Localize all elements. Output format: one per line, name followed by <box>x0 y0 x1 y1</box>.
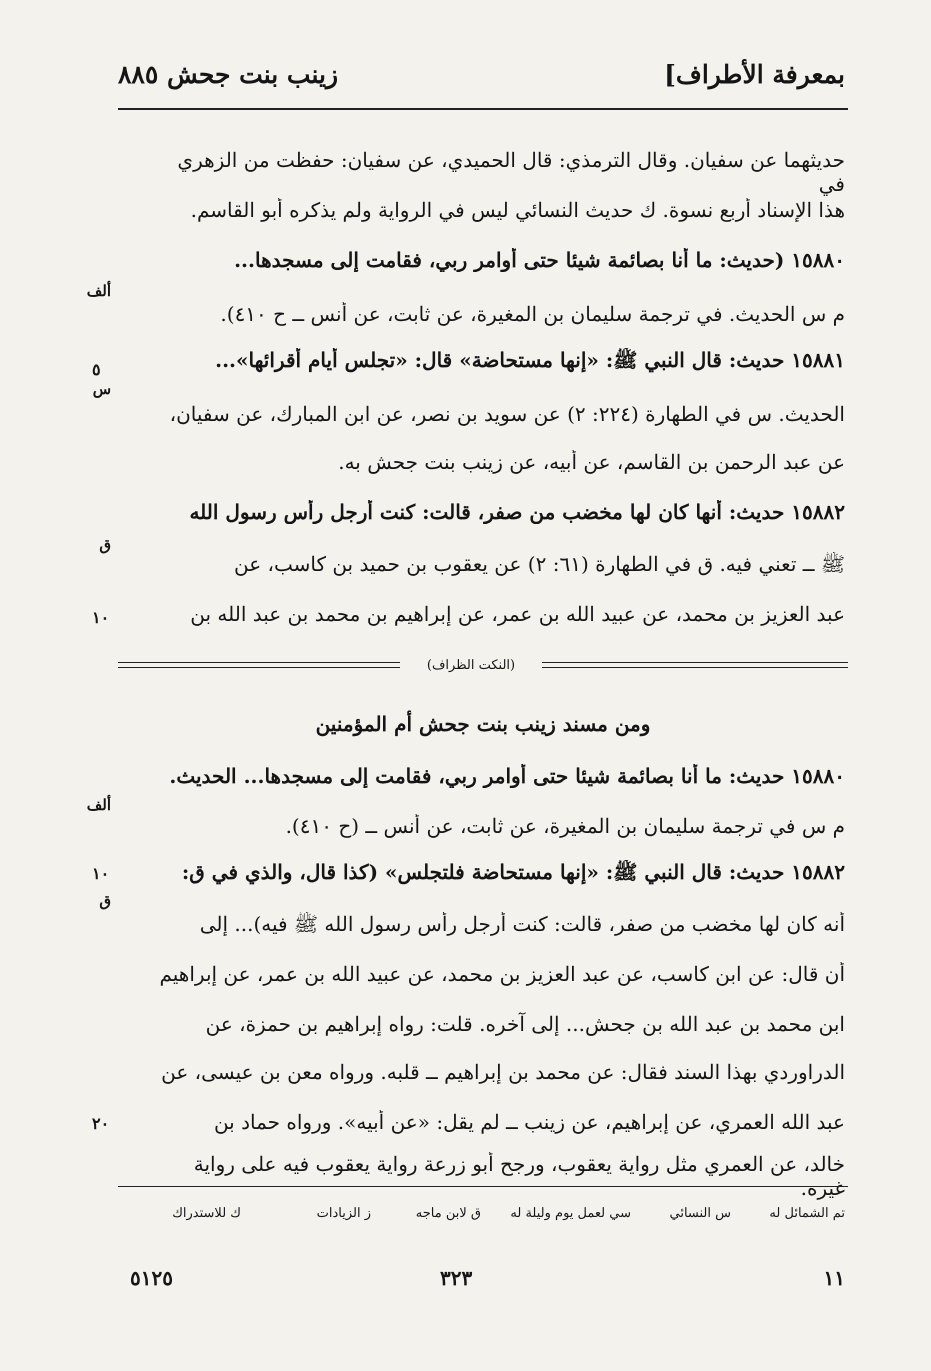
line-number: ٢٠ <box>92 1114 110 1133</box>
legend-item: ز الزيادات <box>316 1206 371 1221</box>
nukat-line: خالد، عن العمري مثل رواية يعقوب، ورجح أبو زرعة رواية يعقوب فيه على رواية غيره. <box>193 1152 845 1200</box>
running-header-title: بمعرفة الأطراف] <box>664 60 845 89</box>
margin-siglum: ألف <box>86 796 111 814</box>
legend-item: س النسائي <box>669 1206 731 1221</box>
legend-item: ك للاستدراك <box>172 1206 241 1221</box>
nukat-line: أن قال: عن ابن كاسب، عن عبد العزيز بن محمد، عن عبيد الله بن عمر، عن إبراهيم <box>159 962 845 986</box>
legend-item: سي لعمل يوم وليلة له <box>510 1206 631 1221</box>
section-title: ومن مسند زينب بنت جحش أم المؤمنين <box>315 712 651 736</box>
serial-number: ٥١٢٥ <box>130 1266 173 1290</box>
nukat-line: ١٥٨٨٠ حديث: ما أنا بصائمة شيئا حتى أوامر ربي، فقامت إلى مسجدها... الحديث. <box>169 764 845 788</box>
volume-number: ١١ <box>823 1266 845 1290</box>
text-line: ﷺ ــ تعني فيه. ق في الطهارة (٦١: ٢) عن يعقوب بن حميد بن كاسب، عن <box>233 552 845 576</box>
text-line: حديثهما عن سفيان. وقال الترمذي: قال الحميدي، عن سفيان: حفظت من الزهري في <box>177 148 845 196</box>
divider-label: (النكت الظراف) <box>400 658 542 673</box>
running-header-subtitle: زينب بنت جحش ٨٨٥ <box>118 60 339 89</box>
margin-siglum: ق <box>99 892 111 910</box>
nukat-line: م س في ترجمة سليمان بن المغيرة، عن ثابت، عن أنس ــ (ح ٤١٠). <box>285 814 845 838</box>
nukat-line: الدراوردي بهذا السند فقال: عن محمد بن إبراهيم ــ قلبه. ورواه معن بن عيسى، عن <box>161 1060 845 1084</box>
text-line: هذا الإسناد أربع نسوة. ك حديث النسائي ليس في الرواية ولم يذكره أبو القاسم. <box>190 198 845 222</box>
legend-item: تم الشمائل له <box>769 1206 845 1221</box>
line-number: ٥ <box>92 360 101 379</box>
line-number: ١٠ <box>92 608 110 627</box>
text-line: م س الحديث. في ترجمة سليمان بن المغيرة، عن ثابت، عن أنس ــ ح ٤١٠). <box>220 302 845 326</box>
line-number: ١٠ <box>92 864 110 883</box>
nukat-line: ١٥٨٨٢ حديث: قال النبي ﷺ: «إنها مستحاضة فلتجلس» (كذا قال، والذي في ق: <box>181 860 845 884</box>
page-number: ٣٢٣ <box>440 1266 473 1290</box>
legend-item: ق لابن ماجه <box>415 1206 481 1221</box>
hadith-line: ١٥٨٨١ حديث: قال النبي ﷺ: «إنها مستحاضة» قال: «تجلس أيام أقرائها»... <box>215 348 845 372</box>
hadith-line: ١٥٨٨٠ (حديث: ما أنا بصائمة شيئا حتى أوامر ربي، فقامت إلى مسجدها... <box>234 248 845 272</box>
nukat-line: عبد الله العمري، عن إبراهيم، عن زينب ــ لم يقل: «عن أبيه». ورواه حماد بن <box>213 1110 845 1134</box>
nukat-line: أنه كان لها مخضب من صفر، قالت: كنت أرجل رأس رسول الله ﷺ فيه)... إلى <box>199 912 845 936</box>
text-line: عن عبد الرحمن بن القاسم، عن أبيه، عن زينب بنت جحش به. <box>338 450 845 474</box>
margin-siglum: س <box>92 380 111 398</box>
text-line: الحديث. س في الطهارة (٢٢٤: ٢) عن سويد بن نصر، عن ابن المبارك، عن سفيان، <box>169 402 845 426</box>
margin-siglum: ق <box>99 536 111 554</box>
header-rule <box>118 108 848 110</box>
nukat-line: ابن محمد بن عبد الله بن جحش... إلى آخره. قلت: رواه إبراهيم بن حمزة، عن <box>205 1012 845 1036</box>
text-line: عبد العزيز بن محمد، عن عبيد الله بن عمر، عن إبراهيم بن محمد بن عبد الله بن <box>190 602 845 626</box>
hadith-line: ١٥٨٨٢ حديث: أنها كان لها مخضب من صفر، قالت: كنت أرجل رأس رسول الله <box>189 500 845 524</box>
footer-rule <box>118 1186 848 1187</box>
margin-siglum: ألف <box>86 282 111 300</box>
